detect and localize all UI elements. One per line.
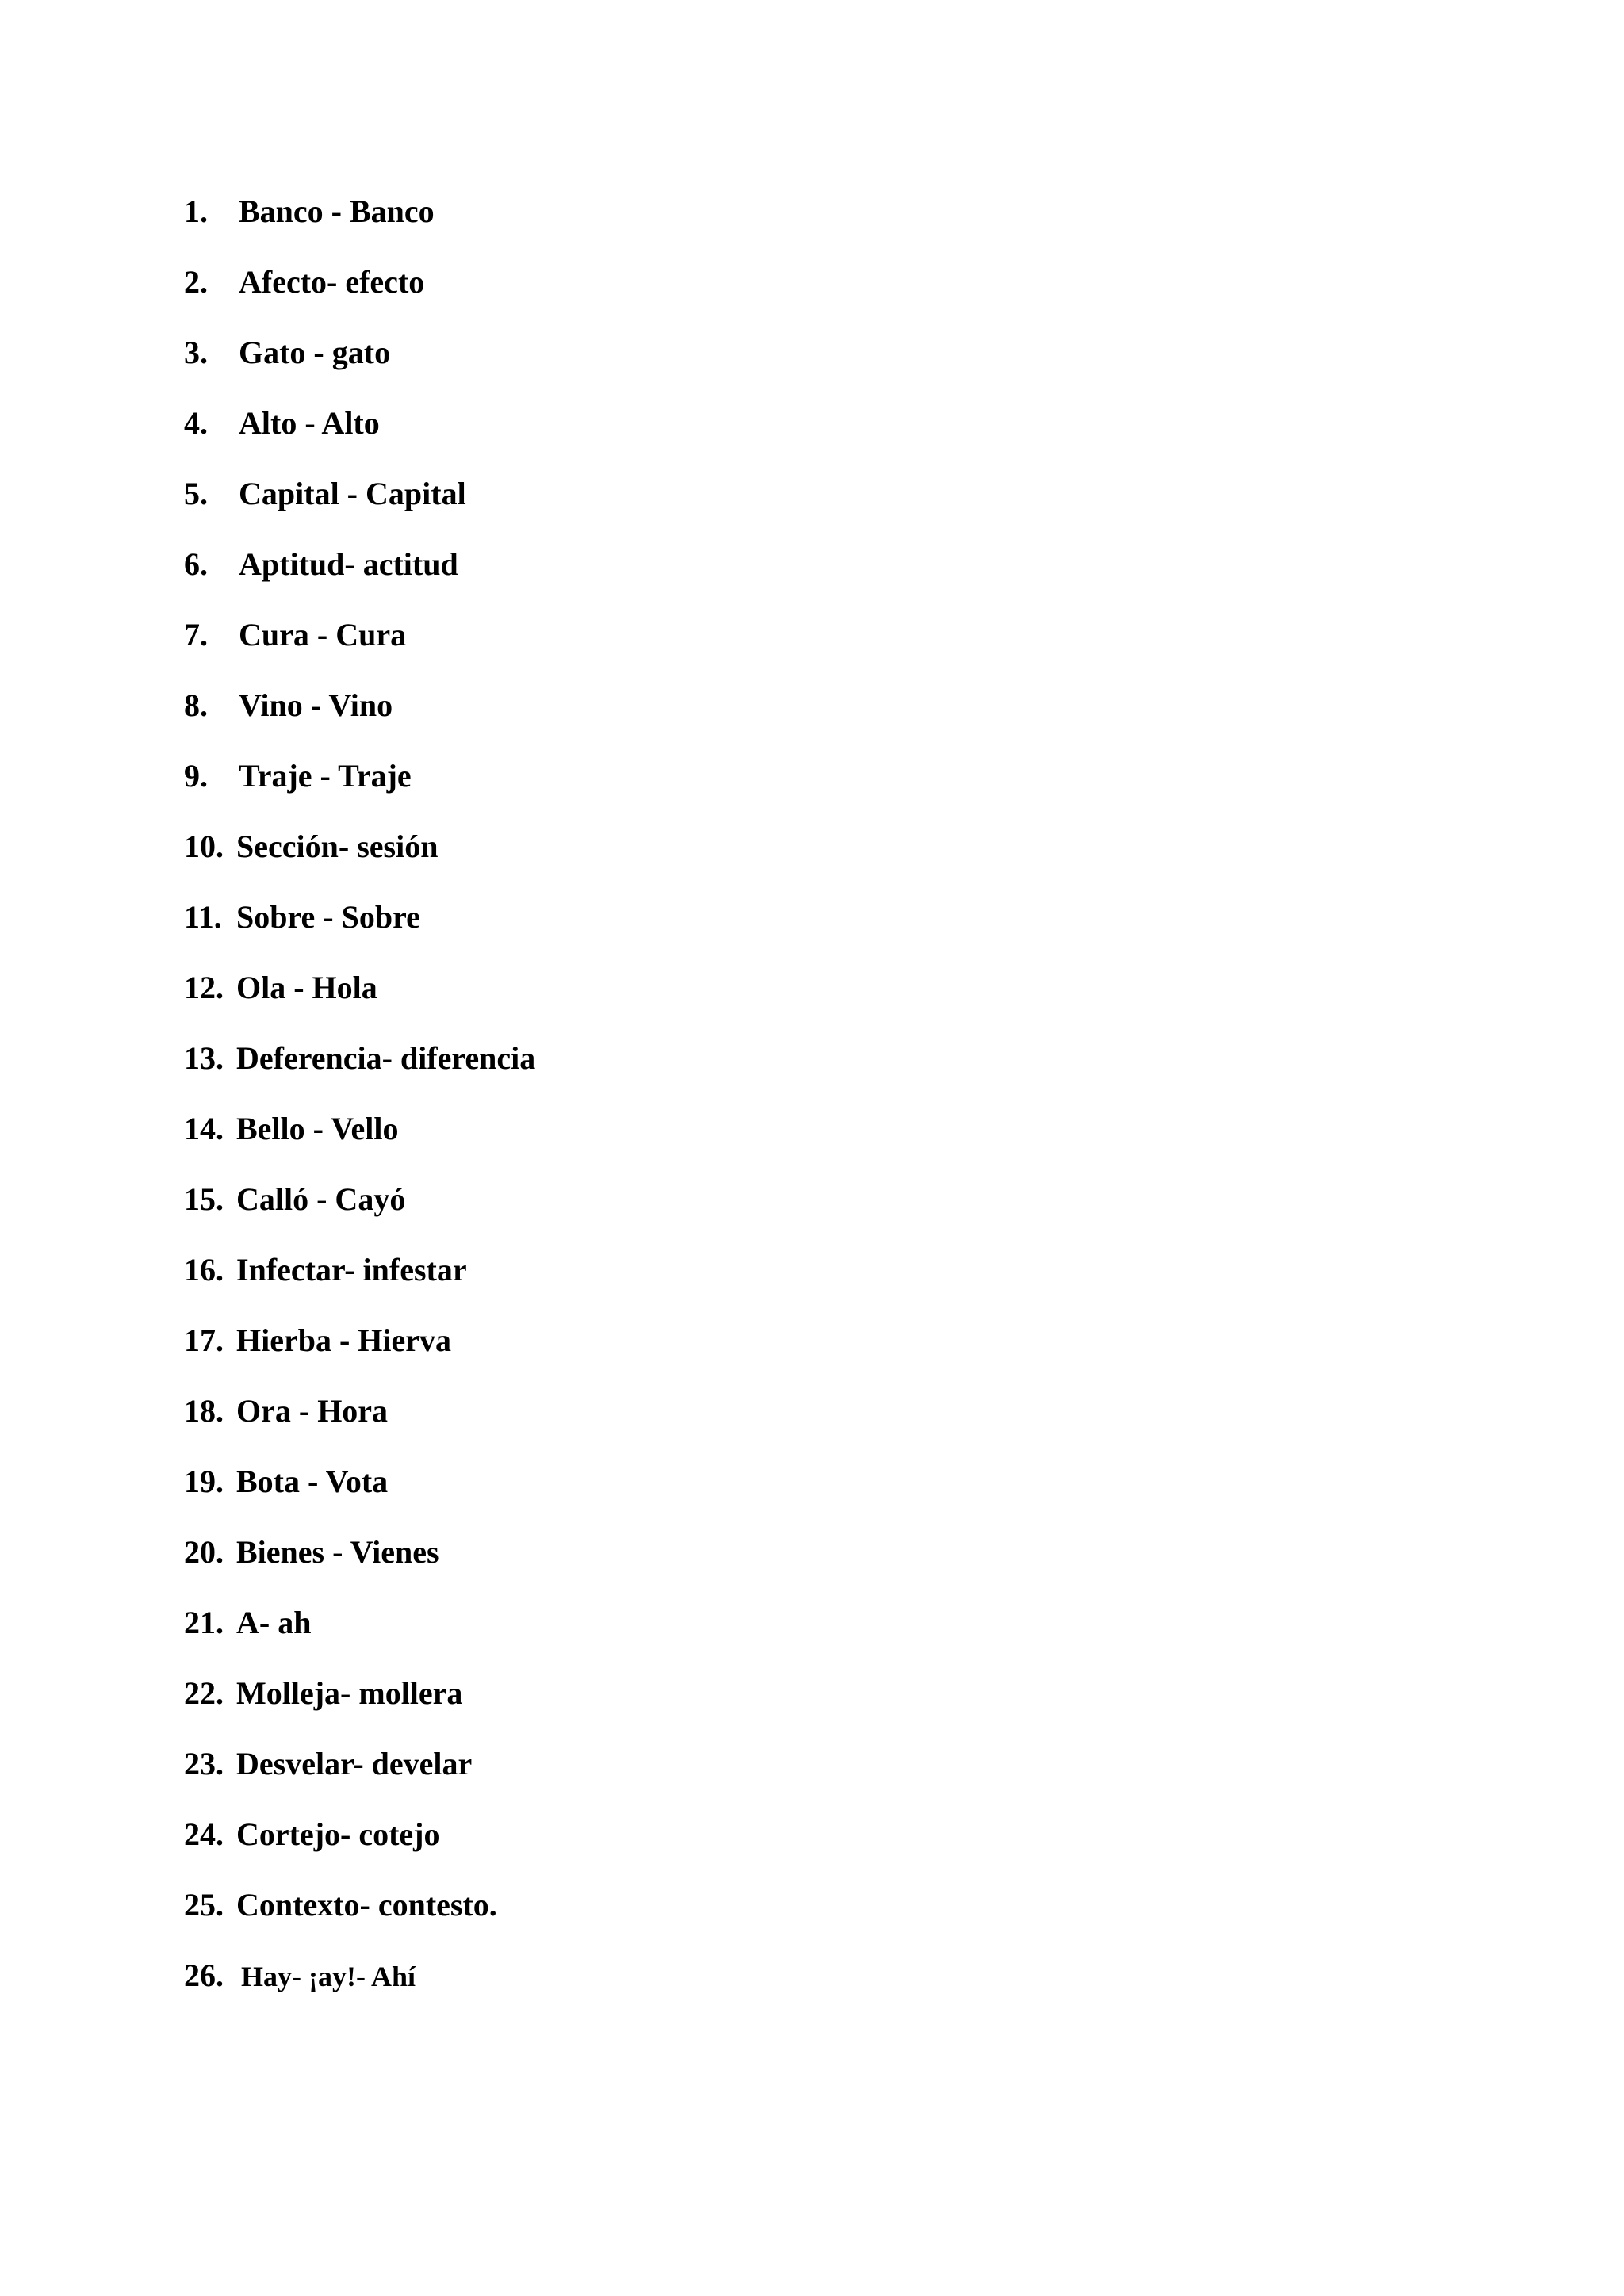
list-item-number: 14. [184,1111,224,1146]
list-item-number: 3. [184,335,208,370]
list-item-number: 5. [184,476,208,511]
list-item-number: 20. [184,1534,224,1570]
list-item [184,1387,535,1458]
list-item [184,611,535,682]
list-item [184,1176,535,1246]
list-item [184,1881,535,1952]
list-item [184,1035,535,1105]
list-item [184,823,535,894]
list-item-text: A- ah [236,1605,312,1640]
list-item [184,258,535,329]
list-item-number: 22. [184,1675,224,1711]
list-item [184,682,535,752]
list-item-text: Capital - Capital [239,476,466,511]
list-item-text: Bienes - Vienes [236,1534,439,1570]
list-item-text: Ora - Hora [236,1393,389,1429]
list-item-number: 18. [184,1393,224,1429]
list-item-text: Afecto- efecto [239,264,425,300]
list-item [184,1670,535,1740]
list-item-text: Bello - Vello [236,1111,399,1146]
list-item-number: 6. [184,546,208,582]
list-item-number: 25. [184,1887,224,1923]
list-item-number: 17. [184,1322,224,1358]
list-item-number: 21. [184,1605,224,1640]
list-item [184,1599,535,1670]
list-item [184,400,535,470]
list-item-number: 12. [184,970,224,1005]
list-item [184,1317,535,1387]
list-item-number: 24. [184,1816,224,1852]
list-item-text: Banco - Banco [239,193,435,229]
list-item-text: Ola - Hola [236,970,377,1005]
list-item-number: 26. [184,1957,224,1993]
list-item-text: Desvelar- develar [236,1746,473,1781]
list-item-text: Contexto- contesto. [236,1887,497,1923]
list-item-number: 1. [184,193,208,229]
list-item [184,1740,535,1811]
list-item-text: Sección- sesión [236,828,439,864]
list-item-text: Traje - Traje [239,758,412,794]
list-item-text: Bota - Vota [236,1464,389,1499]
list-item-text: Alto - Alto [239,405,380,441]
list-item-number: 8. [184,687,208,723]
list-item-text: Hay- ¡ay!- Ahí [241,1961,416,1992]
list-item [184,964,535,1035]
list-item [184,470,535,541]
list-item [184,752,535,823]
list-item [184,1246,535,1317]
list-item [184,329,535,400]
list-item-text: Gato - gato [239,335,391,370]
word-pair-list [184,188,535,2022]
list-item [184,1105,535,1176]
list-item-number: 15. [184,1181,224,1217]
list-item-text: Sobre - Sobre [236,899,420,935]
list-item-number: 19. [184,1464,224,1499]
list-item-text: Cortejo- cotejo [236,1816,440,1852]
list-item-text: Infectar- infestar [236,1252,467,1288]
list-item-text: Vino - Vino [239,687,393,723]
list-item [184,541,535,611]
list-item-text: Hierba - Hierva [236,1322,452,1358]
list-item-number: 2. [184,264,208,300]
list-item-number: 16. [184,1252,224,1288]
list-item-number: 9. [184,758,208,794]
list-item [184,1952,535,2022]
list-item-text: Deferencia- diferencia [236,1040,536,1076]
list-item-number: 23. [184,1746,224,1781]
list-item-number: 11. [184,899,222,935]
list-item-number: 7. [184,617,208,652]
list-item-text: Calló - Cayó [236,1181,406,1217]
list-item-number: 4. [184,405,208,441]
list-item [184,1458,535,1529]
list-item-number: 10. [184,828,224,864]
list-item [184,894,535,964]
list-item [184,1529,535,1599]
list-item-number: 13. [184,1040,224,1076]
list-item [184,188,535,258]
list-item [184,1811,535,1881]
list-item-text: Cura - Cura [239,617,407,652]
list-item-text: Aptitud- actitud [239,546,458,582]
list-item-text: Molleja- mollera [236,1675,463,1711]
